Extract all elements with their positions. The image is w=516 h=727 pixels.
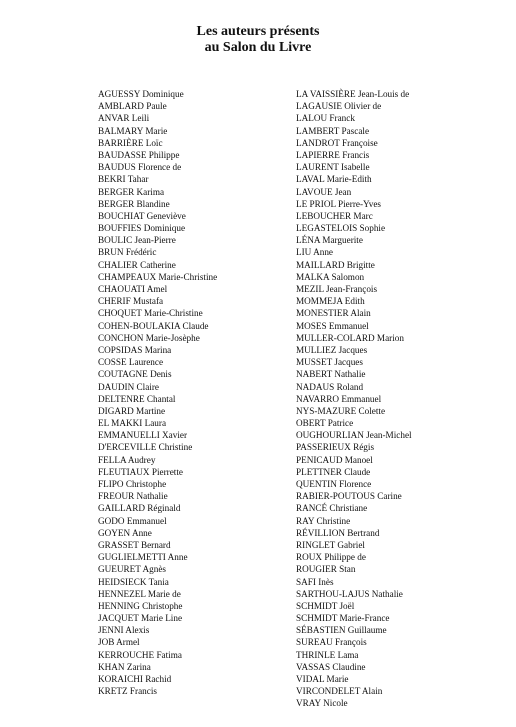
author-name: RAY Christine	[296, 515, 351, 526]
author-name: LÉNA Marguerite	[296, 235, 363, 246]
author-name: DIGARD Martine	[98, 405, 166, 416]
author-name: AMBLARD Paule	[98, 101, 167, 112]
author-name: THRINLE Lama	[296, 649, 359, 660]
author-name: DELTENRE Chantal	[98, 393, 176, 404]
author-name: CHALIER Catherine	[98, 259, 176, 270]
author-name: LANDROT Françoise	[296, 137, 378, 148]
author-name: EMMANUELLI Xavier	[98, 430, 188, 441]
author-name: JENNI Alexis	[98, 625, 150, 636]
author-name: NABERT Nathalie	[296, 369, 366, 380]
author-list-right	[296, 88, 412, 710]
author-name: VRAY Nicole	[296, 698, 348, 709]
author-name: MOMMEJA Edith	[296, 296, 365, 307]
author-name: LAMBERT Pascale	[296, 125, 370, 136]
author-name: MULLIEZ Jacques	[296, 344, 368, 355]
author-name: FELLA Audrey	[98, 454, 156, 465]
author-name: CHERIF Mustafa	[98, 296, 164, 307]
author-name: BOUFFIES Dominique	[98, 223, 186, 234]
author-name: ANVAR Leili	[98, 113, 150, 124]
author-name: MULLER-COLARD Marion	[296, 332, 404, 343]
author-name: MOSES Emmanuel	[296, 320, 369, 331]
author-name: SÉBASTIEN Guillaume	[296, 625, 387, 636]
author-name: SCHMIDT Marie-France	[296, 613, 390, 624]
author-name: KRETZ Francis	[98, 686, 157, 697]
author-name: SCHMIDT Joël	[296, 600, 355, 611]
author-name: COUTAGNE Denis	[98, 369, 172, 380]
author-name: NADAUS Roland	[296, 381, 364, 392]
author-name: PASSERIEUX Régis	[296, 442, 375, 453]
author-name: BEKRI Tahar	[98, 174, 149, 185]
author-name: ROUGIER Stan	[296, 564, 356, 575]
author-name: CONCHON Marie-Josèphe	[98, 332, 200, 343]
author-name: RANCÉ Christiane	[296, 503, 368, 514]
author-name: MALKA Salomon	[296, 271, 365, 282]
author-name: SARTHOU-LAJUS Nathalie	[296, 588, 403, 599]
author-name: HENNEZEL Marie de	[98, 588, 181, 599]
author-name: GRASSET Bernard	[98, 539, 171, 550]
author-name: LAURENT Isabelle	[296, 162, 370, 173]
author-name: VIDAL Marie	[296, 674, 349, 684]
author-name: BERGER Blandine	[98, 198, 170, 209]
author-name: FLIPO Christophe	[98, 479, 167, 489]
author-name: BALMARY Marie	[98, 125, 168, 136]
author-name: LAGAUSIE Olivier de	[296, 101, 382, 112]
author-name: LAVOUE Jean	[296, 186, 352, 197]
author-name: DAUDIN Claire	[98, 381, 159, 392]
title-line-1: Les auteurs présents	[196, 24, 320, 39]
author-name: GAILLARD Réginald	[98, 503, 181, 514]
author-name: NAVARRO Emmanuel	[296, 393, 382, 404]
author-name: JACQUET Marie Line	[98, 613, 183, 624]
author-name: COSSE Laurence	[98, 357, 164, 368]
author-name: LALOU Franck	[296, 113, 355, 124]
author-name: SUREAU François	[296, 637, 367, 648]
author-name: HENNING Christophe	[98, 600, 183, 611]
author-name: HEIDSIECK Tania	[98, 576, 169, 587]
author-name: RABIER-POUTOUS Carine	[296, 491, 402, 502]
author-name: LAVAL Marie-Edith	[296, 174, 372, 185]
author-name: OUGHOURLIAN Jean-Michel	[296, 430, 412, 441]
author-name: BERGER Karima	[98, 186, 165, 197]
author-name: GUEURET Agnès	[98, 564, 166, 575]
author-name: AGUESSY Dominique	[98, 89, 184, 99]
author-list-left	[98, 88, 217, 697]
author-name: GOYEN Anne	[98, 527, 152, 538]
author-name: LE PRIOL Pierre-Yves	[296, 198, 381, 209]
author-name: JOB Armel	[98, 637, 140, 648]
author-name: FREOUR Nathalie	[98, 491, 168, 502]
author-name: BOULIC Jean-Pierre	[98, 235, 176, 246]
author-name: MEZIL Jean-François	[296, 284, 378, 294]
author-name: LIU Anne	[296, 247, 333, 258]
author-name: LEBOUCHER Marc	[296, 210, 373, 221]
author-name: GUGLIELMETTI Anne	[98, 552, 188, 563]
author-name: CHAMPEAUX Marie-Christine	[98, 271, 218, 282]
author-name: QUENTIN Florence	[296, 479, 372, 489]
author-name: LA VAISSIÈRE Jean-Louis de	[296, 89, 410, 99]
author-name: COPSIDAS Marina	[98, 344, 172, 355]
author-name: KHAN Zarina	[98, 661, 151, 672]
author-name: RÉVILLION Bertrand	[296, 527, 380, 538]
author-name: EL MAKKI Laura	[98, 418, 167, 429]
author-name: MUSSET Jacques	[296, 357, 363, 368]
page-title	[0, 24, 516, 56]
author-name: RINGLET Gabriel	[296, 539, 365, 550]
author-name: GODO Emmanuel	[98, 515, 167, 526]
author-name: MONESTIER Alain	[296, 308, 371, 319]
author-name: KORAICHI Rachid	[98, 674, 172, 684]
author-name: FLEUTIAUX Pierrette	[98, 466, 183, 477]
author-name: OBERT Patrice	[296, 418, 354, 429]
author-name: CHOQUET Marie-Christine	[98, 308, 203, 319]
author-name: PENICAUD Manoel	[296, 454, 373, 465]
author-name: VASSAS Claudine	[296, 661, 366, 672]
author-name: MAILLARD Brigitte	[296, 259, 375, 270]
author-name: BAUDUS Florence de	[98, 162, 182, 173]
author-name: BRUN Frédéric	[98, 247, 157, 258]
author-name: BOUCHIAT Geneviève	[98, 210, 186, 221]
author-name: D'ERCEVILLE Christine	[98, 442, 193, 453]
author-name: BAUDASSE Philippe	[98, 149, 180, 160]
author-name: CHAOUATI Amel	[98, 284, 168, 294]
author-name: PLETTNER Claude	[296, 466, 371, 477]
author-name: LEGASTELOIS Sophie	[296, 223, 386, 234]
title-line-2: au Salon du Livre	[204, 40, 312, 55]
author-name: SAFI Inès	[296, 576, 334, 587]
author-name: LAPIERRE Francis	[296, 149, 370, 160]
author-name: KERROUCHE Fatima	[98, 649, 182, 660]
author-name: VIRCONDELET Alain	[296, 686, 383, 697]
author-name: BARRIÈRE Loïc	[98, 137, 163, 148]
author-name: NYS-MAZURE Colette	[296, 405, 386, 416]
author-name: COHEN-BOULAKIA Claude	[98, 320, 209, 331]
author-name: ROUX Philippe de	[296, 552, 366, 563]
